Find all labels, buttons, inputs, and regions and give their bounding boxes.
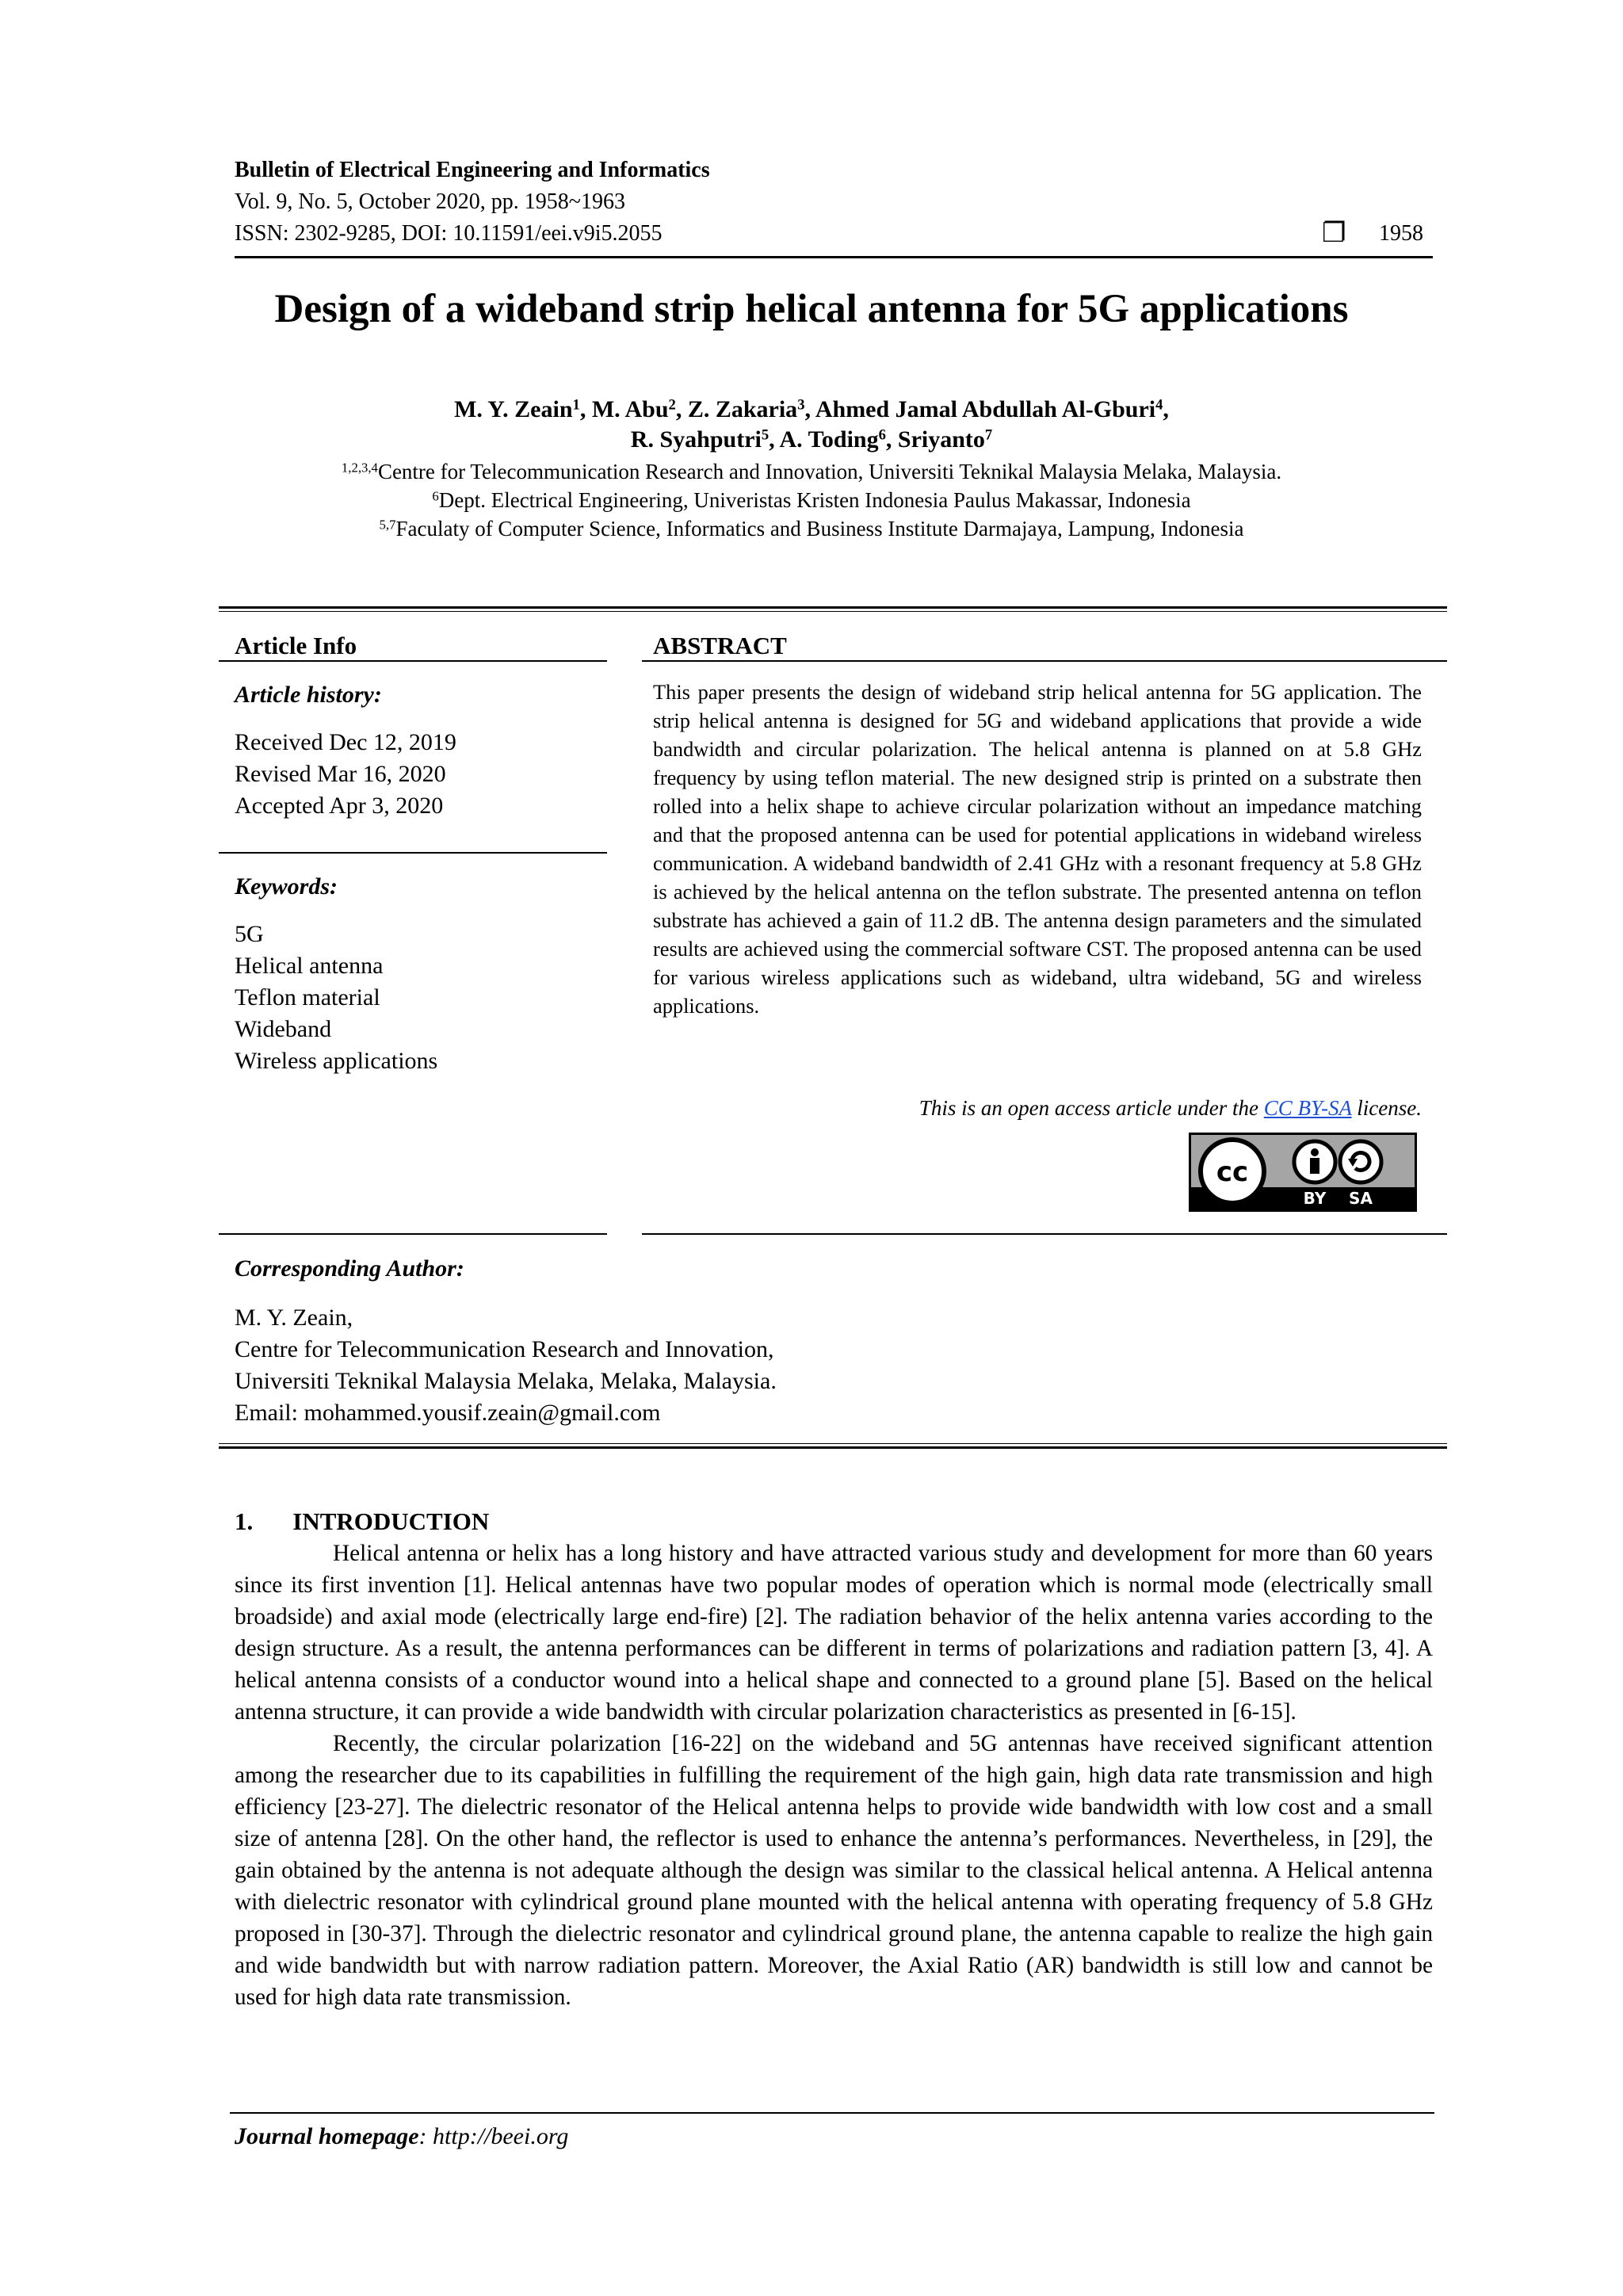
issn-doi: ISSN: 2302-9285, DOI: 10.11591/eei.v9i5.2055 [235, 221, 663, 246]
abstract-text: This paper presents the design of wideband strip helical antenna for 5G application. The strip helical antenna is designed for 5G and wideband applications that provide a wide bandwidth and circular polarization. The helical antenna is planned on at 5.8 GHz frequency by using teflon material. The new designed strip is printed on a substrate then rolled into a helix shape to achieve circular polarization without an impedance matching and that the proposed antenna can be used for potential applications in wideband wireless communication. A wideband bandwidth of 2.41 GHz with a resonant frequency at 5.8 GHz is achieved by the helical antenna on the teflon substrate. The presented antenna on teflon substrate has achieved a gain of 11.2 dB. The antenna design parameters and the simulated results are achieved using the commercial software CST. The proposed antenna can be used for various wireless applications such as wideband, ultra wideband, 5G and wireless applications. [653, 680, 1422, 1018]
volume-info: Vol. 9, No. 5, October 2020, pp. 1958~1963 [235, 189, 625, 214]
header-rule [235, 256, 1433, 258]
authors-line-2 [0, 425, 1623, 455]
author: R. Syahputri$^5$, [630, 426, 780, 453]
author: Z. Zakaria$^3$, [687, 396, 815, 422]
abstract-heading: ABSTRACT [653, 632, 787, 659]
affiliation: $^{5,7}$Faculaty of Computer Science, Informatics and Business Institute Darmajaya, Lampung, Indonesia [379, 517, 1244, 541]
box-top-rule [219, 606, 1447, 609]
authors-line-1 [0, 395, 1623, 425]
corresponding-name: M. Y. Zeain, [235, 1305, 353, 1331]
cc-badge-graphic [1191, 1135, 1415, 1209]
box-bottom-rule [219, 1446, 1447, 1449]
intro-body [235, 1538, 1433, 2013]
by-text: BY [1303, 1189, 1327, 1208]
affiliation: $^{1,2,3,4}$Centre for Telecommunication Research and Innovation, Universiti Teknikal Malaysia Melaka, Malaysia. [341, 460, 1282, 483]
page-marker-icon: ❐ [1322, 217, 1346, 249]
cc-by-sa-badge-icon[interactable] [1189, 1133, 1417, 1212]
history-accepted: Accepted Apr 3, 2020 [235, 793, 444, 819]
author: M. Y. Zeain$^1$, [454, 396, 592, 422]
article-info-heading: Article Info [235, 632, 357, 659]
section-heading [235, 1506, 489, 1538]
author: A. Toding$^6$, [779, 426, 898, 453]
paper-title: Design of a wideband strip helical antenna for 5G applications [274, 287, 1349, 331]
article-info-bottom-rule [219, 1233, 607, 1235]
keyword-item: Wideband [235, 1016, 332, 1042]
box-bottom-rule-thin [219, 1443, 1447, 1444]
abstract-rule [642, 660, 1447, 662]
sa-text: SA [1349, 1189, 1373, 1208]
cc-by-sa-link[interactable]: CC BY-SA [1263, 1096, 1352, 1120]
keywords-rule [219, 852, 607, 854]
history-received: Received Dec 12, 2019 [235, 729, 456, 755]
corresponding-univ: Universiti Teknikal Malaysia Melaka, Melaka, Malaysia. [235, 1368, 777, 1394]
homepage-url[interactable]: http://beei.org [433, 2123, 569, 2149]
keyword-item: Wireless applications [235, 1048, 438, 1074]
section-title: INTRODUCTION [292, 1507, 490, 1535]
author: Sriyanto$^7$ [897, 426, 993, 453]
section-number: 1. [235, 1507, 254, 1535]
corresponding-heading: Corresponding Author: [235, 1255, 464, 1282]
intro-paragraph: Recently, the circular polarization [16-22] on the wideband and 5G antennas have received significant attention among the researcher due to its capabilities in fulfilling the requirement of the high gain, high data rate transmission and high efficiency [23-27]. The dielectric resonator of the Helical antenna helps to provide wide bandwidth with low cost and a small size of antenna [28]. On the other hand, the reflector is used to enhance the antenna’s performances. Nevertheless, in [29], the gain obtained by the antenna is not adequate although the design was similar to the classical helical antenna. A Helical antenna with dielectric resonator with cylindrical ground plane mounted with the helical antenna with operating frequency of 5.8 GHz proposed in [30-37]. Through the dielectric resonator and cylindrical ground plane, the antenna capable to realize the high gain and wide bandwidth but with narrow radiation pattern. Moreover, the Axial Ratio (AR) bandwidth is still low and cannot be used for high data rate transmission. [235, 1731, 1433, 2010]
page-number: 1958 [1379, 221, 1423, 246]
cc-text: cc [1216, 1156, 1249, 1188]
keyword-item: Helical antenna [235, 953, 384, 979]
journal-name: Bulletin of Electrical Engineering and Informatics [235, 158, 710, 182]
corresponding-dept: Centre for Telecommunication Research and Innovation, [235, 1336, 774, 1362]
article-info-rule [219, 660, 607, 662]
author: Ahmed Jamal Abdullah Al-Gburi$^4$, [815, 396, 1169, 422]
history-revised: Revised Mar 16, 2020 [235, 761, 446, 787]
box-top-rule-thin [219, 611, 1447, 612]
keyword-item: Teflon material [235, 984, 380, 1010]
keyword-item: 5G [235, 921, 264, 947]
keywords-heading: Keywords: [235, 873, 338, 900]
corresponding-email: Email: mohammed.yousif.zeain@gmail.com [235, 1400, 661, 1426]
affiliation: $^6$Dept. Electrical Engineering, Univeristas Kristen Indonesia Paulus Makassar, Indonesia [432, 488, 1191, 512]
journal-homepage: Journal homepage: http://beei.org [235, 2123, 569, 2149]
footer-rule [230, 2112, 1434, 2114]
license-note: This is an open access article under the CC BY-SA license. [918, 1096, 1422, 1120]
author: M. Abu$^2$, [591, 396, 688, 422]
intro-paragraph: Helical antenna or helix has a long history and have attracted various study and development for more than 60 years since its first invention [1]. Helical antennas have two popular modes of operation which is normal mode (electrically small broadside) and axial mode (electrically large end-fire) [2]. The radiation behavior of the helix antenna varies according to the design structure. As a result, the antenna performances can be different in terms of polarizations and radiation pattern [3, 4]. A helical antenna consists of a conductor wound into a helical shape and connected to a ground plane [5]. Based on the helical antenna structure, it can provide a wide bandwidth with circular polarization characteristics as presented in [6-15]. [235, 1541, 1433, 1725]
article-history-heading: Article history: [235, 682, 382, 708]
abstract-bottom-rule [642, 1233, 1447, 1235]
